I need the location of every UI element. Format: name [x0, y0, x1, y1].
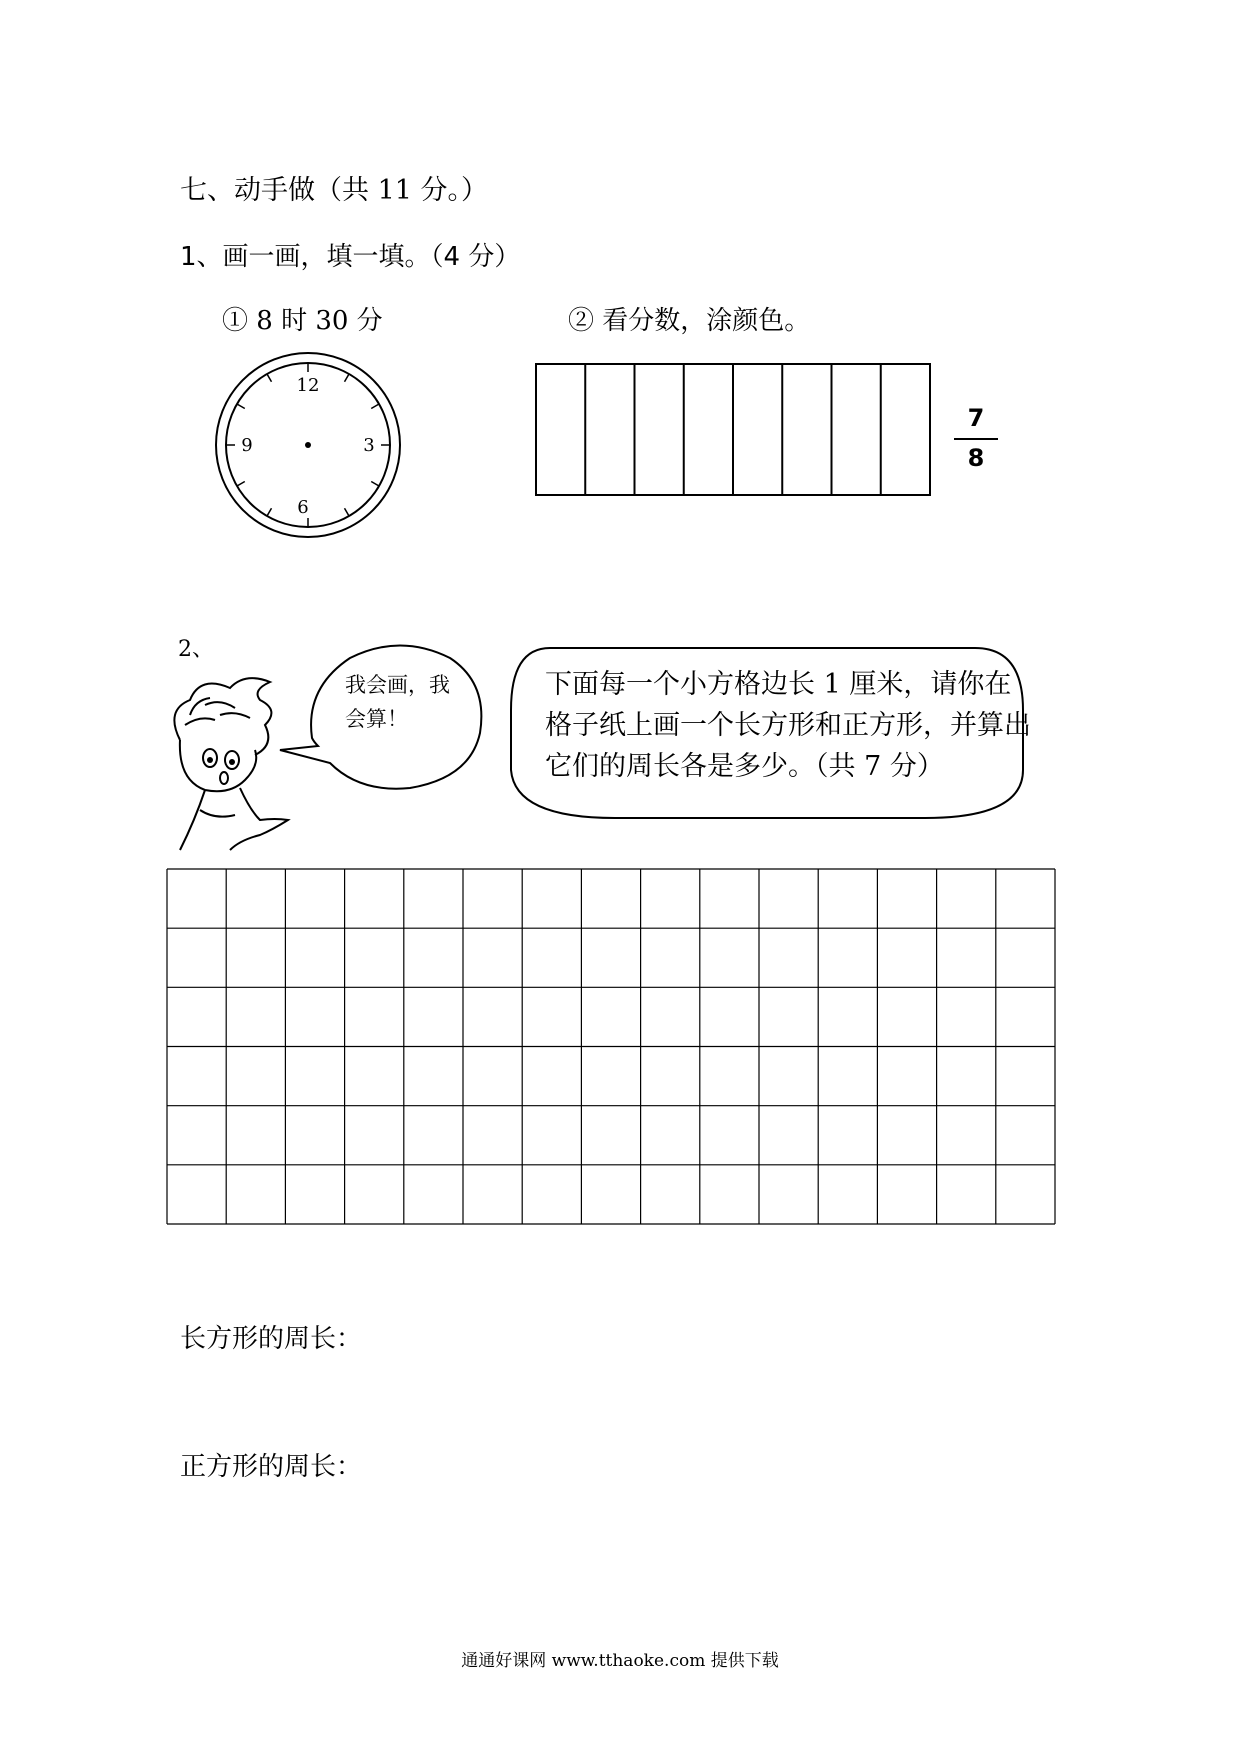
section-title: 七、动手做（共 11 分。） — [180, 175, 489, 206]
clock-task-label: ① 8 时 30 分 — [222, 306, 383, 336]
question2-number: 2、 — [178, 637, 214, 662]
clock-center-dot — [305, 442, 311, 448]
grid-paper[interactable] — [166, 868, 1056, 1225]
clock-tick — [371, 482, 379, 487]
rectangle-perimeter-label: 长方形的周长： — [180, 1324, 363, 1354]
clock-tick — [237, 404, 245, 409]
instruction-text: 下面每一个小方格边长 1 厘米，请你在格子纸上画一个长方形和正方形，并算出它们的周长各是多少。（共 7 分） — [545, 669, 1031, 782]
kid-speech-text: 我会画，我会算！ — [345, 673, 450, 731]
grid-lines — [167, 869, 1055, 1224]
clock-tick — [371, 404, 379, 409]
clock-number-12: 12 — [296, 375, 320, 396]
clock-tick — [267, 374, 272, 382]
square-perimeter-label: 正方形的周长： — [180, 1452, 363, 1482]
question1-heading: 1、画一画，填一填。（4 分） — [180, 242, 521, 272]
fraction-numerator: 7 — [967, 404, 985, 432]
clock-number-3: 3 — [363, 435, 375, 456]
fraction-denominator: 8 — [967, 444, 985, 472]
clock-tick — [267, 508, 272, 516]
clock-tick — [345, 508, 350, 516]
clock-tick — [237, 482, 245, 487]
clock-number-9: 9 — [241, 435, 253, 456]
clock-number-6: 6 — [297, 497, 309, 518]
fraction-line — [954, 438, 998, 440]
clock-tick — [345, 374, 350, 382]
clock-face[interactable] — [213, 350, 403, 540]
bar-dividers — [585, 364, 881, 495]
footer-credit: 通通好课网 www.tthaoke.com 提供下载 — [461, 1651, 779, 1671]
fraction-task-label: ② 看分数，涂颜色。 — [568, 306, 811, 336]
fraction-bar[interactable] — [535, 363, 931, 496]
